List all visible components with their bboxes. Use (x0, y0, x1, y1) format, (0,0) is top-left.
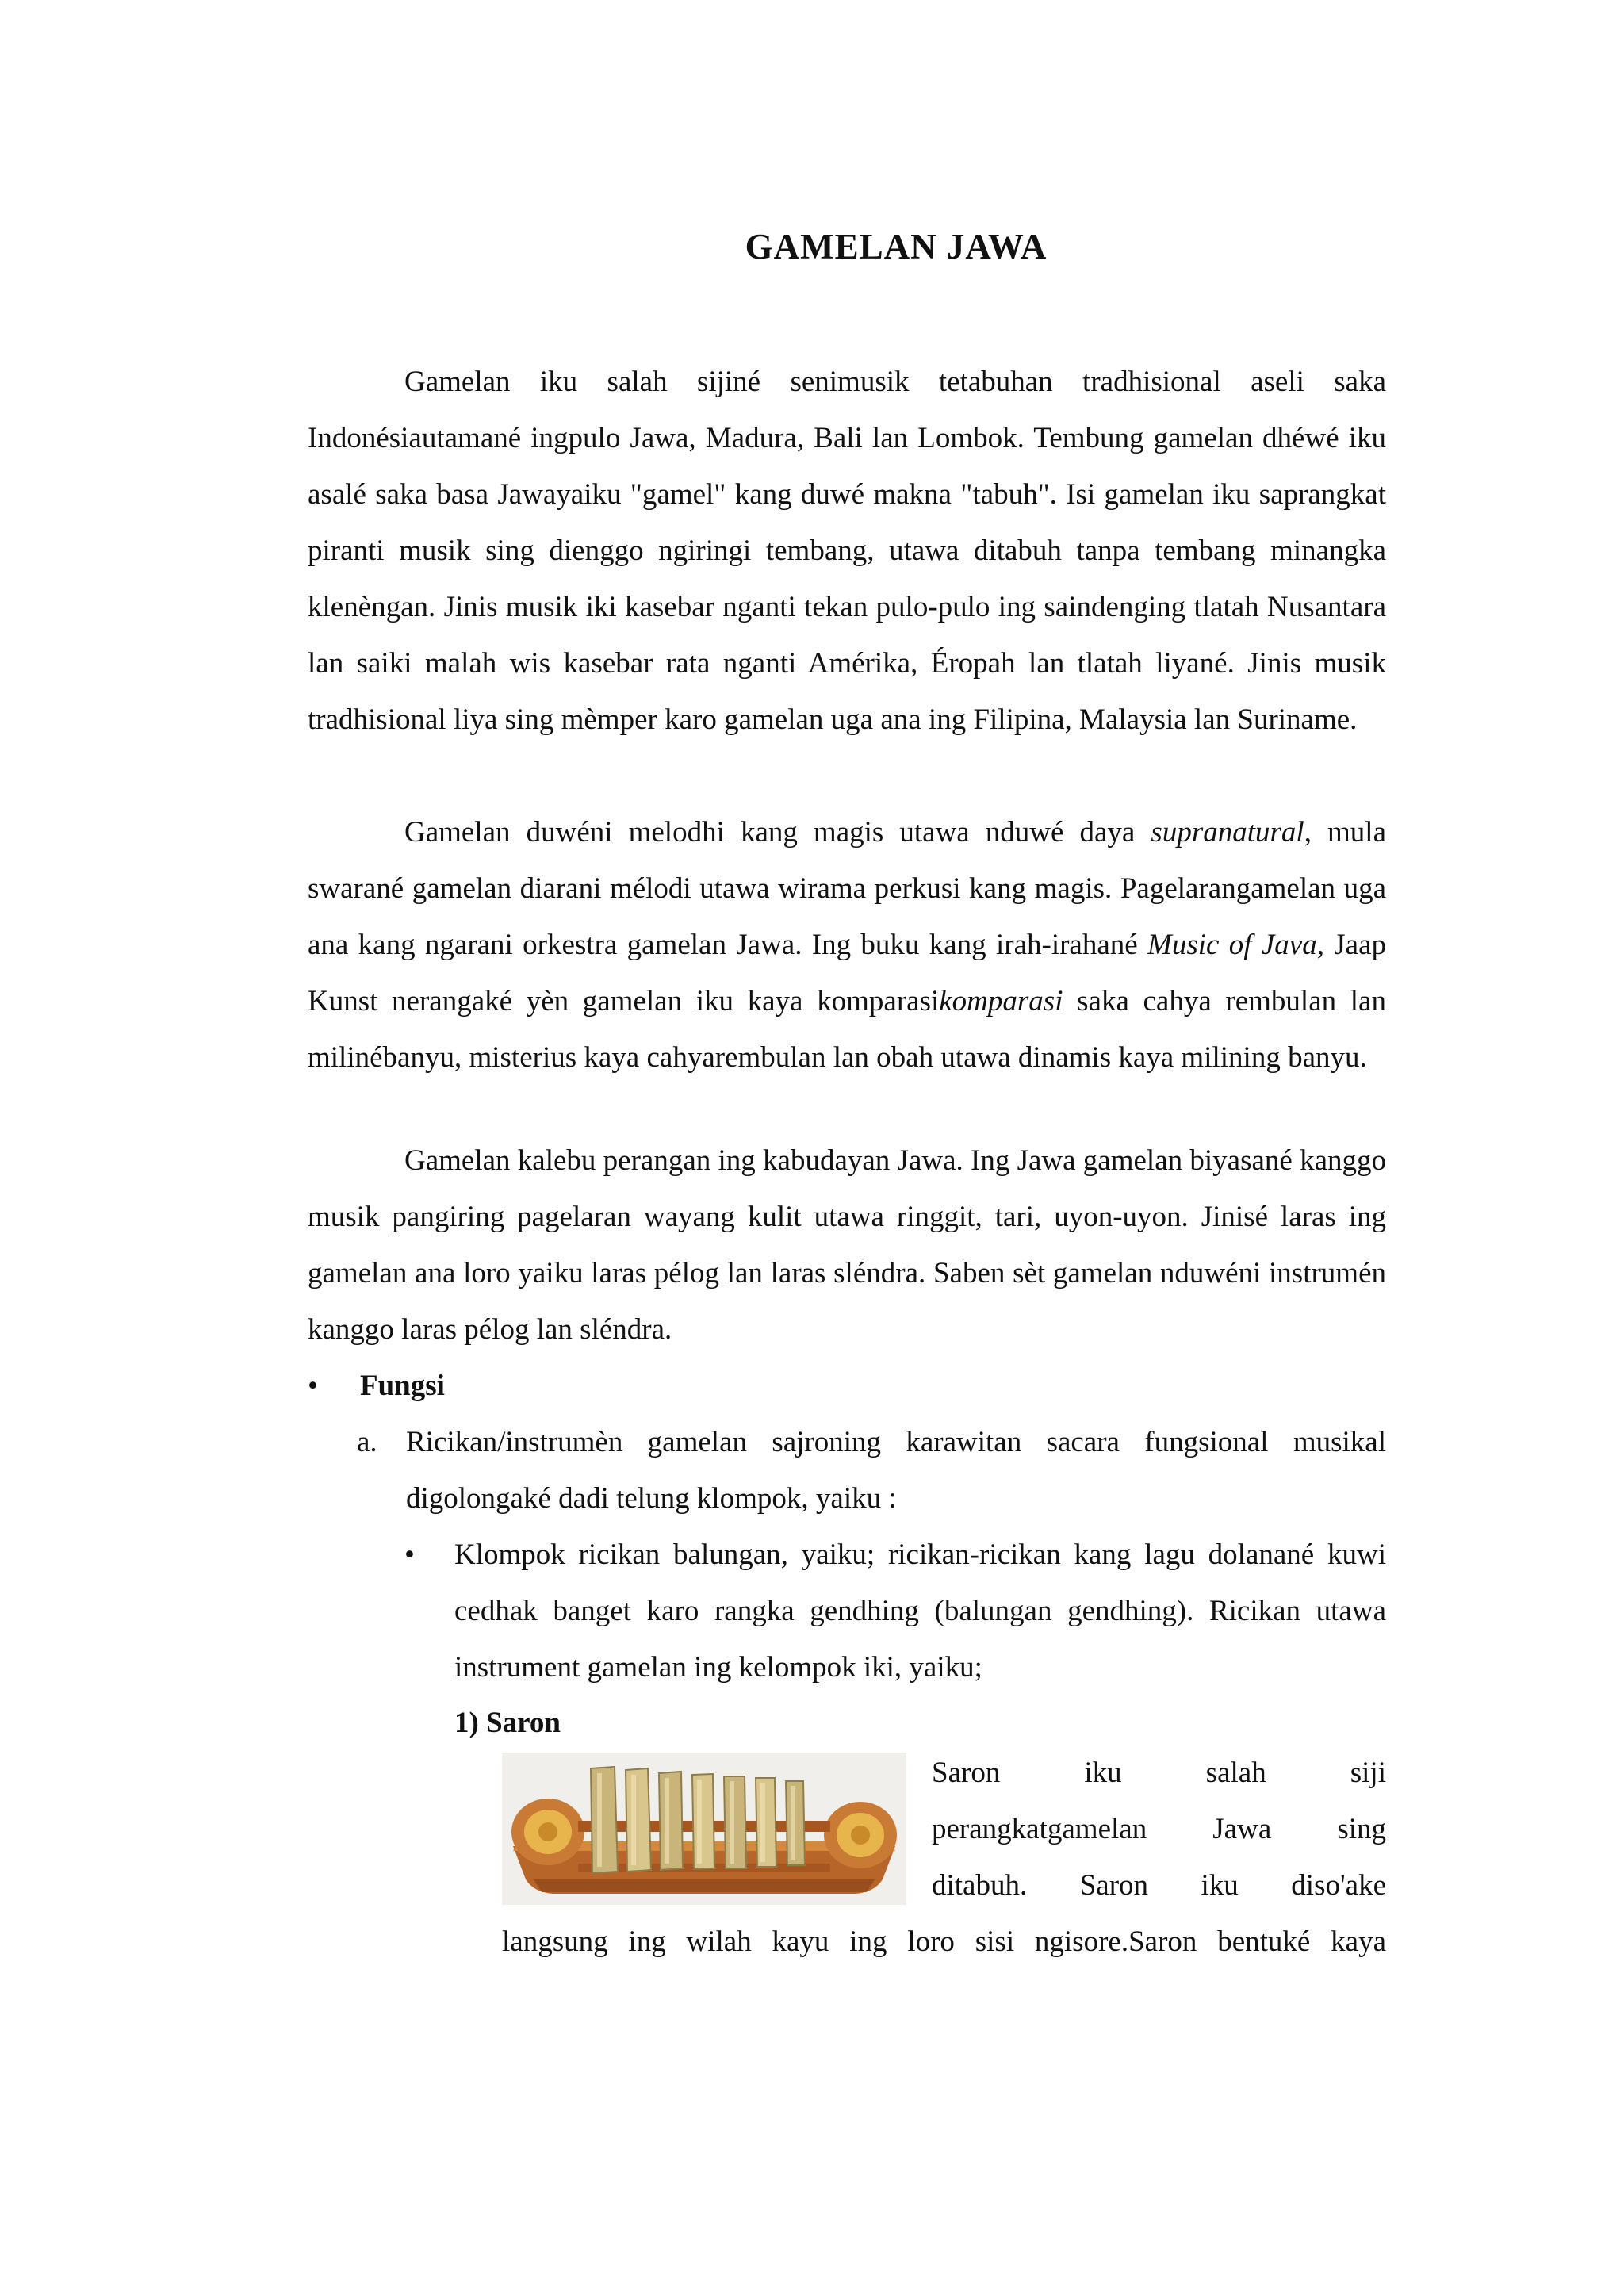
list-item-sub-bullet (404, 1527, 1386, 1695)
saron-description-continuation: langsung ing wilah kayu ing loro sisi ngisore.Saron bentuké kaya (502, 1925, 1386, 1958)
list-item-a-text: Ricikan/instrumèn gamelan sajroning karawitan sacara fungsional musikal digolongaké dadi telung klompok, yaiku : (406, 1426, 1386, 1515)
saron-description-line: Saron iku salah siji (932, 1757, 1386, 1789)
saron-description-line: perangkatgamelan Jawa sing (932, 1813, 1386, 1845)
saron-description-line: ditabuh. Saron iku diso'ake (932, 1869, 1386, 1902)
paragraph-2 (308, 804, 1386, 1086)
paragraph-2-text (308, 804, 1386, 1086)
paragraph-1-text: Gamelan iku salah sijiné senimusik tetabuhan tradhisional aseli saka Indonésiautamané ingpulo Jawa, Madura, Bali lan Lombok. Tembung gamelan dhéwé iku asalé saka basa Jawayaiku "gamel" kang duwé makna "tabuh". Isi gamelan iku saprangkat piranti musik sing dienggo ngiringi tembang, utawa ditabuh tanpa tembang minangka klenèngan. Jinis musik iki kasebar nganti tekan pulo-pulo ing saindenging tlatah Nusantara lan saiki malah wis kasebar rata nganti Amérika, Éropah lan tlatah liyané. Jinis musik tradhisional liya sing mèmper karo gamelan uga ana ing Filipina, Malaysia lan Suriname. (308, 366, 1386, 736)
sub-bullet-icon: • (404, 1538, 415, 1571)
paragraph-2-italic-komparasi: komparasi (939, 985, 1063, 1017)
paragraph-2-part-3: , Jaap Kunst nerangaké yèn gamelan iku kaya komparasi (308, 929, 1386, 1017)
saron-illustration-icon (502, 1753, 906, 1905)
list-item-a (357, 1414, 1386, 1527)
paragraph-2-part-2: , mula swarané gamelan diarani mélodi utawa wirama perkusi kang magis. Pagelarangamelan uga ana kang ngarani orkestra gamelan Jawa. Ing buku kang irah-irahané (308, 816, 1386, 961)
saron-description (932, 1745, 1386, 1914)
list-item-a-letter: a. (357, 1426, 377, 1458)
paragraph-2-part-4: saka cahya rembulan lan milinébanyu, misterius kaya cahyarembulan lan obah utawa dinamis kaya milining banyu. (308, 985, 1386, 1074)
numbered-item-saron: 1) Saron (454, 1707, 561, 1739)
paragraph-2-part-1: Gamelan duwéni melodhi kang magis utawa nduwé daya (404, 816, 1151, 849)
paragraph-2-italic-supranatural: supranatural (1151, 816, 1304, 849)
paragraph-1 (308, 354, 1386, 748)
paragraph-2-italic-book-title: Music of Java (1147, 929, 1317, 961)
section-heading (308, 1358, 445, 1414)
saron-image (502, 1753, 906, 1905)
section-heading-label: Fungsi (360, 1370, 445, 1402)
paragraph-3-text: Gamelan kalebu perangan ing kabudayan Jawa. Ing Jawa gamelan biyasané kanggo musik pangiring pagelaran wayang kulit utawa ringgit, tari, uyon-uyon. Jinisé laras ing gamelan ana loro yaiku laras pélog lan laras sléndra. Saben sèt gamelan nduwéni instrumén kanggo laras pélog lan sléndra. (308, 1144, 1387, 1346)
paragraph-3 (308, 1132, 1386, 1358)
bullet-icon: • (308, 1370, 318, 1402)
sub-bullet-text: Klompok ricikan balungan, yaiku; ricikan-ricikan kang lagu dolanané kuwi cedhak banget karo rangka gendhing (balungan gendhing). Ricikan utawa instrument gamelan ing kelompok iki, yaiku; (454, 1538, 1386, 1684)
page-title: GAMELAN JAWA (745, 227, 1048, 266)
